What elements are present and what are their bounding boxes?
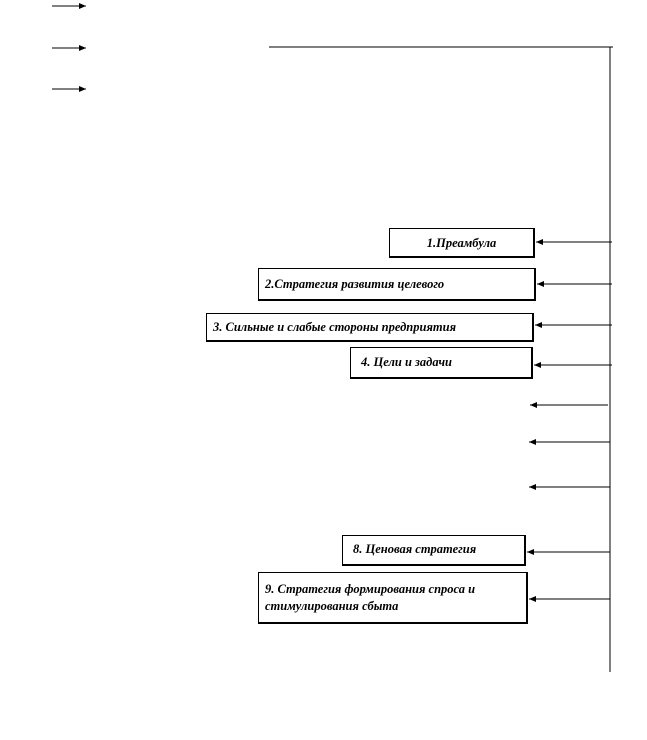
- block-pricing-strategy: 8. Ценовая стратегия: [342, 535, 526, 566]
- block-strategy-target: 2.Стратегия развития целевого: [258, 268, 536, 301]
- block-preamble: 1.Преамбула: [389, 228, 535, 258]
- block-goals-objectives: 4. Цели и задачи: [350, 347, 533, 379]
- block-strengths-weaknesses: 3. Сильные и слабые стороны предприятия: [206, 313, 534, 342]
- block-demand-promotion: 9. Стратегия формирования спроса и стимулирования сбыта: [258, 572, 528, 624]
